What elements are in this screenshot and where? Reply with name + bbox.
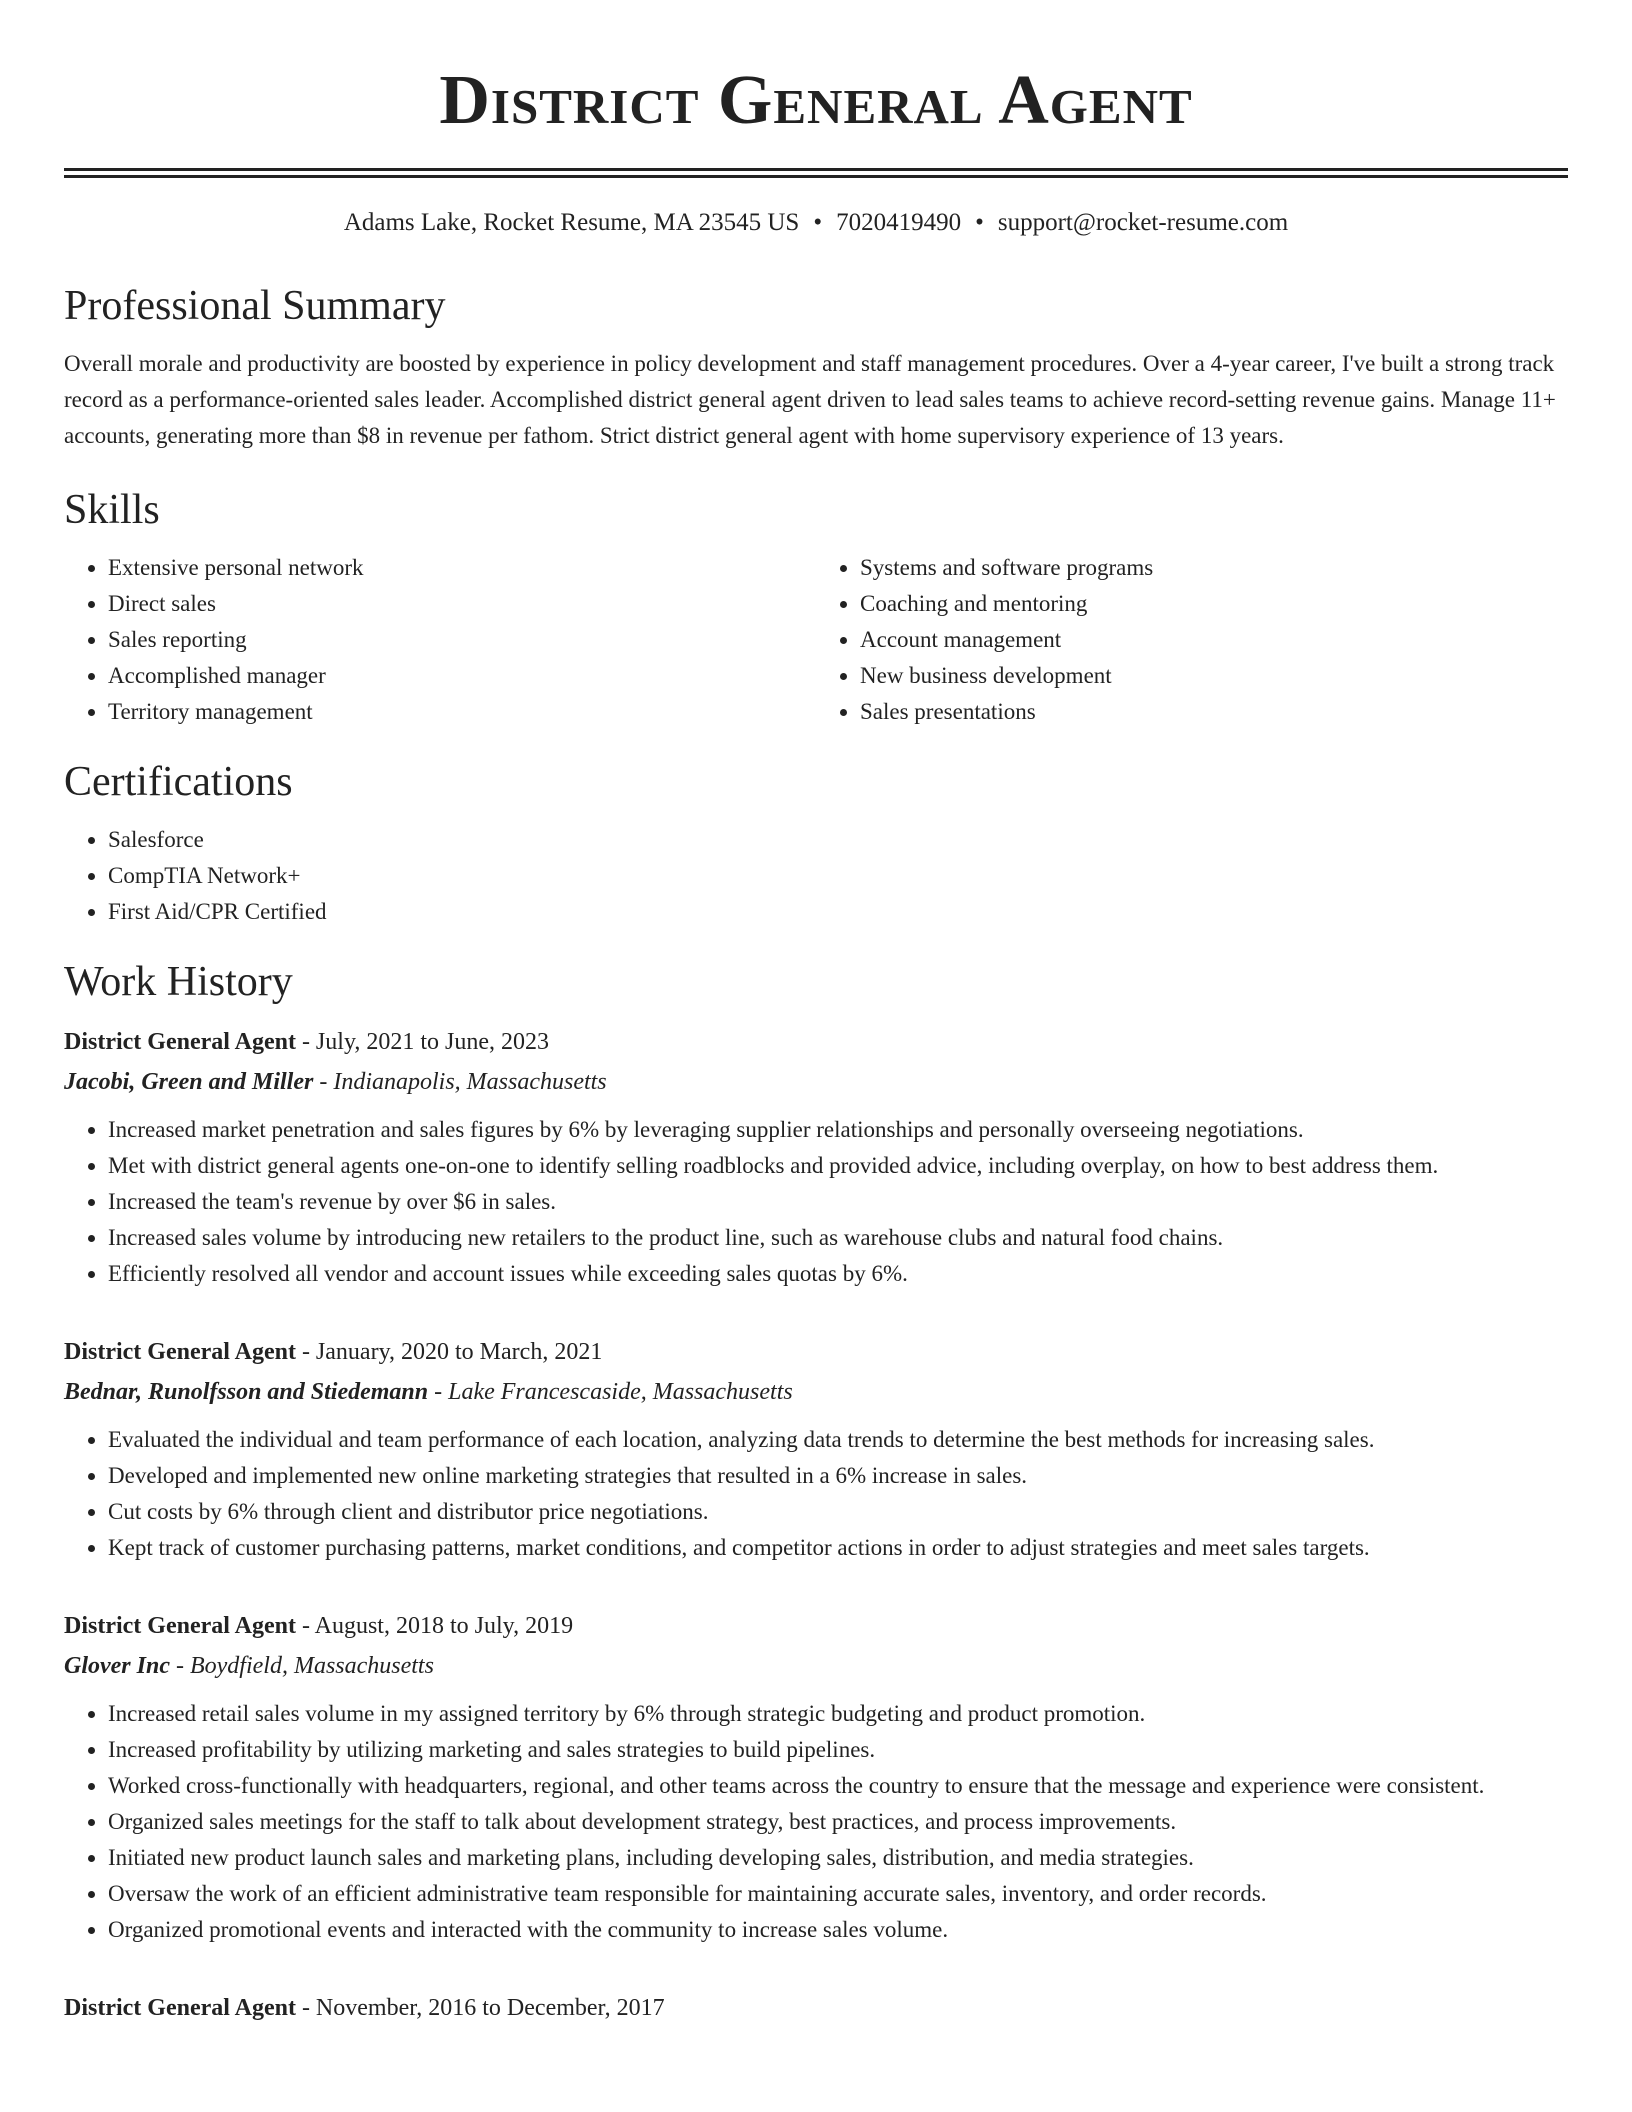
job-bullet: • Initiated new product launch sales and marketing plans, including developing sales, distribution, and media strategies. — [108, 1840, 1568, 1876]
skill-item: • Account management — [860, 622, 1568, 658]
job-location: - Lake Francescaside, Massachusetts — [428, 1379, 793, 1405]
contact-separator: • — [975, 209, 984, 236]
job-bullet: • Cut costs by 6% through client and distributor price negotiations. — [108, 1494, 1568, 1530]
header-divider — [64, 168, 1568, 178]
job-title-line — [64, 1022, 1568, 1062]
job-title-line — [64, 1988, 1568, 2028]
contact-line — [64, 206, 1568, 240]
skills-list — [64, 550, 1568, 730]
job-location: - Boydfield, Massachusetts — [169, 1653, 434, 1679]
job-bullet: • Efficiently resolved all vendor and account issues while exceeding sales quotas by 6%. — [108, 1256, 1568, 1292]
certifications-heading: Certifications — [64, 759, 293, 805]
certification-item: • First Aid/CPR Certified — [108, 894, 1568, 930]
resume-page — [64, 0, 1568, 2028]
job-entry — [64, 1606, 1568, 1948]
job-bullet: • Organized promotional events and interacted with the community to increase sales volume. — [108, 1912, 1568, 1948]
job-bullet: • Increased the team's revenue by over $6 in sales. — [108, 1184, 1568, 1220]
job-bullet: • Oversaw the work of an efficient administrative team responsible for maintaining accurate sales, inventory, and order records. — [108, 1876, 1568, 1912]
job-location: - Indianapolis, Massachusetts — [313, 1069, 607, 1095]
job-dates: - July, 2021 to June, 2023 — [295, 1029, 550, 1055]
job-entry — [64, 1332, 1568, 1566]
job-entry — [64, 1988, 1568, 2028]
job-entry — [64, 1022, 1568, 1292]
job-dates: - November, 2016 to December, 2017 — [295, 1995, 665, 2021]
job-bullet: • Evaluated the individual and team performance of each location, analyzing data trends to determine the best methods for increasing sales. — [108, 1422, 1568, 1458]
work-history-heading: Work History — [64, 959, 293, 1005]
resume-name: District General Agent — [439, 62, 1193, 139]
job-role: District General Agent — [64, 1995, 296, 2021]
job-company-line — [64, 1062, 1568, 1102]
job-title-line — [64, 1606, 1568, 1646]
skill-item: • Sales reporting — [108, 622, 816, 658]
contact-separator: • — [813, 209, 823, 236]
job-title-line — [64, 1332, 1568, 1372]
job-company: Jacobi, Green and Miller — [64, 1069, 314, 1095]
job-bullets — [64, 1696, 1568, 1948]
skill-item: • Extensive personal network — [108, 550, 816, 586]
job-role: District General Agent — [64, 1613, 296, 1639]
job-bullet: • Developed and implemented new online marketing strategies that resulted in a 6% increase in sales. — [108, 1458, 1568, 1494]
job-role: District General Agent — [64, 1339, 296, 1365]
job-bullets — [64, 1422, 1568, 1566]
skill-item: • Sales presentations — [860, 694, 1568, 730]
certification-item: • Salesforce — [108, 822, 1568, 858]
job-bullet: • Increased profitability by utilizing marketing and sales strategies to build pipelines. — [108, 1732, 1568, 1768]
skills-heading: Skills — [64, 487, 160, 533]
job-company: Bednar, Runolfsson and Stiedemann — [64, 1379, 429, 1405]
job-bullet: • Kept track of customer purchasing patterns, market conditions, and competitor actions in order to adjust strategies and meet sales targets. — [108, 1530, 1568, 1566]
contact-email: support@rocket-resume.com — [997, 209, 1289, 236]
skill-item: • Coaching and mentoring — [860, 586, 1568, 622]
contact-address: Adams Lake, Rocket Resume, MA 23545 US — [343, 209, 800, 236]
contact-phone: 7020419490 — [836, 209, 962, 236]
job-bullet: • Increased market penetration and sales figures by 6% by leveraging supplier relationships and personally overseeing negotiations. — [108, 1112, 1568, 1148]
skills-column-right — [816, 550, 1568, 730]
job-company-line — [64, 1372, 1568, 1412]
certification-item: • CompTIA Network+ — [108, 858, 1568, 894]
skills-column-left — [64, 550, 816, 730]
job-role: District General Agent — [64, 1029, 296, 1055]
summary-heading: Professional Summary — [64, 283, 446, 329]
job-bullet: • Worked cross-functionally with headquarters, regional, and other teams across the country to ensure that the message and experience were consistent. — [108, 1768, 1568, 1804]
skill-item: • Direct sales — [108, 586, 816, 622]
summary-text: Overall morale and productivity are boosted by experience in policy development and staff management procedures. Over a 4-year career, I've built a strong track record as a performance-oriented sales leader. Accomplished district general agent driven to lead sales teams to achieve record-setting revenue gains. Manage 11+ accounts, generating more than $8 in revenue per fathom. Strict district general agent with home supervisory experience of 13 years. — [64, 351, 1556, 448]
job-bullet: • Organized sales meetings for the staff to talk about development strategy, best practices, and process improvements. — [108, 1804, 1568, 1840]
certifications-list — [64, 822, 1568, 930]
skill-item: • New business development — [860, 658, 1568, 694]
skill-item: • Systems and software programs — [860, 550, 1568, 586]
job-bullet: • Increased retail sales volume in my assigned territory by 6% through strategic budgeting and product promotion. — [108, 1696, 1568, 1732]
skill-item: • Territory management — [108, 694, 816, 730]
job-company-line — [64, 1646, 1568, 1686]
skill-item: • Accomplished manager — [108, 658, 816, 694]
job-bullet: • Increased sales volume by introducing new retailers to the product line, such as warehouse clubs and natural food chains. — [108, 1220, 1568, 1256]
job-dates: - August, 2018 to July, 2019 — [295, 1613, 574, 1639]
job-bullet: • Met with district general agents one-on-one to identify selling roadblocks and provided advice, including overplay, on how to best address them. — [108, 1148, 1568, 1184]
job-company: Glover Inc — [64, 1653, 170, 1679]
job-dates: - January, 2020 to March, 2021 — [295, 1339, 603, 1365]
job-bullets — [64, 1112, 1568, 1292]
